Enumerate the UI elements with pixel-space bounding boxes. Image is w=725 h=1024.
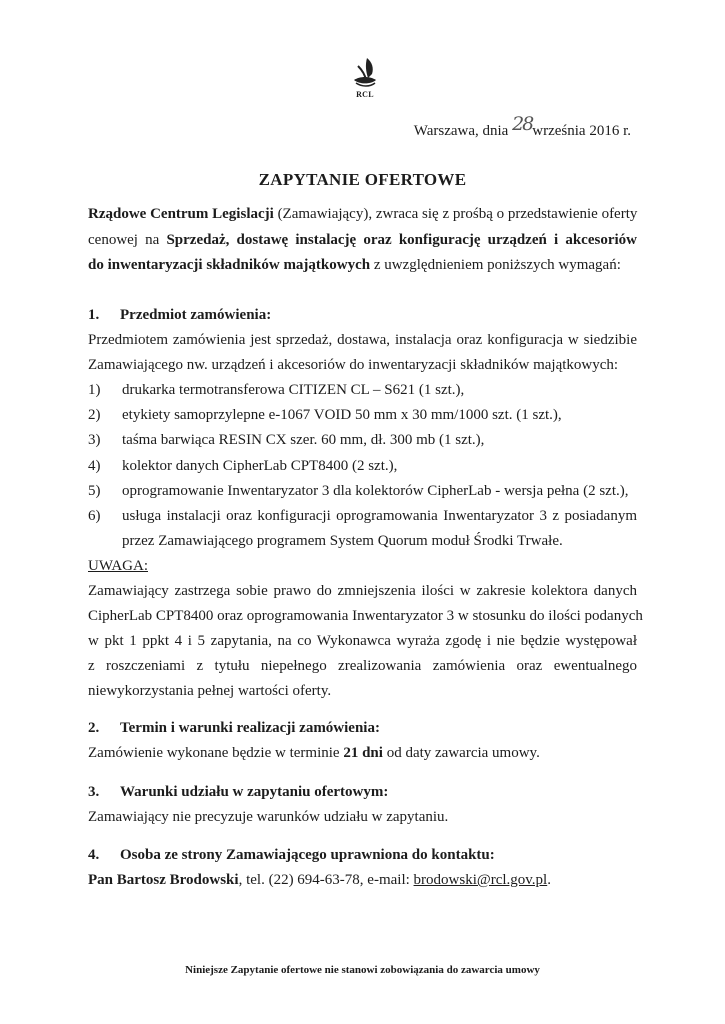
section-1-line-1: Przedmiotem zamówienia jest sprzedaż, dostawa, instalacja oraz konfiguracja w siedzibie — [88, 332, 637, 348]
rcl-logo — [350, 56, 380, 108]
section-2-title: Termin i warunki realizacji zamówienia: — [120, 720, 380, 736]
section-2-number: 2. — [88, 720, 100, 736]
list-item-number: 6) — [88, 508, 101, 524]
contact-line: Pan Bartosz Brodowski, tel. (22) 694-63-78, e-mail: brodowski@rcl.gov.pl. — [88, 872, 551, 888]
list-item: taśma barwiąca RESIN CX szer. 60 mm, dł. 300 mb (1 szt.), — [122, 432, 485, 448]
list-item-number: 1) — [88, 382, 101, 398]
contact-email-link[interactable]: brodowski@rcl.gov.pl — [413, 872, 548, 888]
footer-disclaimer: Niniejsze Zapytanie ofertowe nie stanowi zobowiązania do zawarcia umowy — [185, 964, 540, 976]
date-prefix: Warszawa, dnia — [413, 123, 513, 139]
document-date — [413, 113, 631, 140]
intro-line-2: cenowej na Sprzedaż, dostawę instalację oraz konfigurację urządzeń i akcesoriów — [88, 232, 637, 248]
note-label: UWAGA: — [88, 558, 148, 574]
section-1-title: Przedmiot zamówienia: — [120, 307, 272, 323]
list-item-number: 5) — [88, 483, 101, 499]
list-item-number: 2) — [88, 407, 101, 423]
section-3-number: 3. — [88, 784, 100, 800]
document-title: ZAPYTANIE OFERTOWE — [258, 170, 467, 189]
order-subject: Sprzedaż, dostawę instalację oraz konfigurację urządzeń i akcesoriów — [166, 232, 637, 248]
quill-emblem-icon — [350, 56, 380, 90]
note-line-4: z roszczeniami z tytułu niepełnego zrealizowania zamówienia oraz ewentualnego — [88, 658, 637, 674]
logo-caption: RCL — [356, 90, 374, 99]
list-item: etykiety samoprzylepne e-1067 VOID 50 mm x 30 mm/1000 szt. (1 szt.), — [122, 407, 562, 423]
deadline-days: 21 dni — [343, 745, 383, 761]
section-2-text: Zamówienie wykonane będzie w terminie 21 dni od daty zawarcia umowy. — [88, 745, 540, 761]
list-item: oprogramowanie Inwentaryzator 3 dla kolektorów CipherLab - wersja pełna (2 szt.), — [122, 483, 629, 499]
list-item: kolektor danych CipherLab CPT8400 (2 szt.), — [122, 458, 398, 474]
list-item: drukarka termotransferowa CITIZEN CL – S621 (1 szt.), — [122, 382, 465, 398]
date-day-handwritten: 28 — [512, 113, 533, 135]
section-1-line-2: Zamawiającego nw. urządzeń i akcesoriów do inwentaryzacji składników majątkowych: — [88, 357, 619, 373]
section-3-title: Warunki udziału w zapytaniu ofertowym: — [120, 784, 389, 800]
note-line-1: Zamawiający zastrzega sobie prawo do zmniejszenia ilości w zakresie kolektora danych — [88, 583, 637, 599]
note-line-5: niewykorzystania pełnej wartości oferty. — [88, 683, 332, 699]
section-1-number: 1. — [88, 307, 100, 323]
list-item-number: 3) — [88, 432, 101, 448]
note-line-2: CipherLab CPT8400 oraz oprogramowania Inwentaryzator 3 w stosunku do ilości podanych — [88, 608, 643, 624]
organization-name: Rządowe Centrum Legislacji — [88, 206, 274, 222]
note-line-3: w pkt 1 ppkt 4 i 5 zapytania, na co Wykonawca wyraża zgodę i nie będzie występował — [88, 633, 637, 649]
section-4-title: Osoba ze strony Zamawiającego uprawniona do kontaktu: — [120, 847, 495, 863]
list-item-continuation: przez Zamawiającego programem System Quorum moduł Środki Trwałe. — [122, 533, 563, 549]
intro-line-1: Rządowe Centrum Legislacji (Zamawiający), zwraca się z prośbą o przedstawienie oferty — [88, 206, 638, 222]
contact-name: Pan Bartosz Brodowski — [88, 872, 239, 888]
list-item-number: 4) — [88, 458, 101, 474]
section-3-text: Zamawiający nie precyzuje warunków udziału w zapytaniu. — [88, 809, 449, 825]
section-4-number: 4. — [88, 847, 100, 863]
date-suffix: września 2016 r. — [532, 123, 631, 139]
list-item: usługa instalacji oraz konfiguracji oprogramowania Inwentaryzator 3 z posiadanym — [122, 508, 637, 524]
intro-line-3: do inwentaryzacji składników majątkowych z uwzględnieniem poniższych wymagań: — [88, 257, 621, 273]
